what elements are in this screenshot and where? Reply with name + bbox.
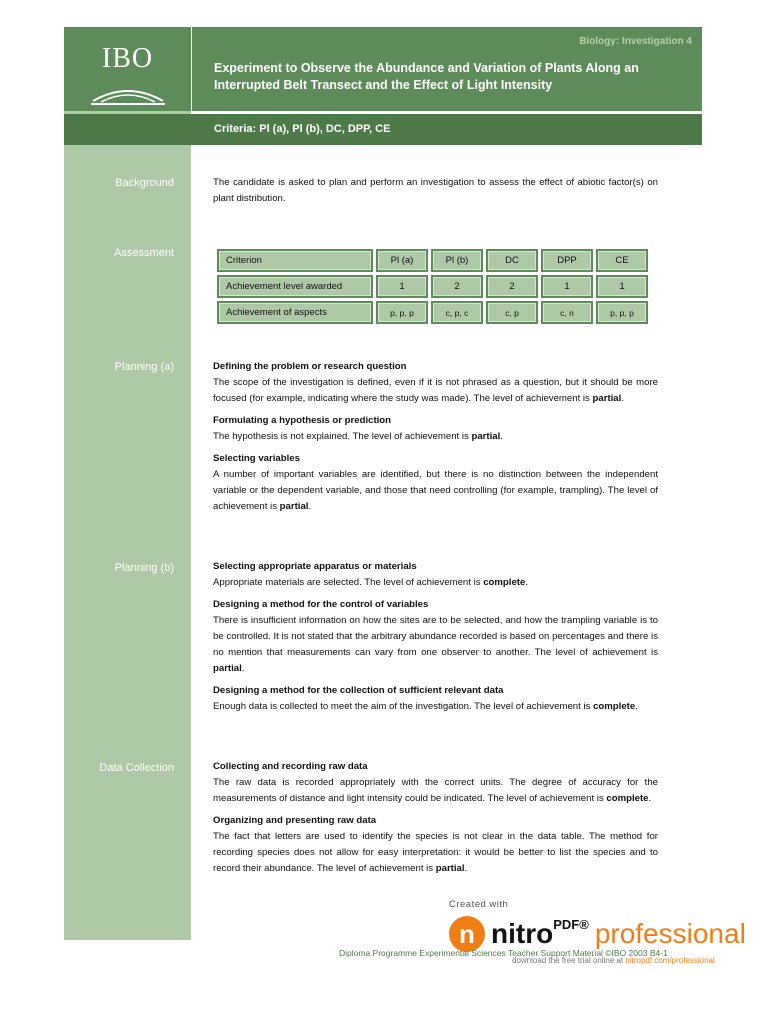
planning-a-content — [213, 359, 658, 521]
table-cell: 1 — [543, 277, 591, 296]
background-text: The candidate is asked to plan and perform an investigation to assess the effect of abiotic factor(s) on plant distribution. — [213, 177, 658, 204]
table-cell: Pl (b) — [433, 251, 481, 270]
table-cell: Pl (a) — [378, 251, 426, 270]
logo-text: IBO — [101, 43, 154, 74]
table-cell: CE — [598, 251, 646, 270]
section-label-background: Background — [115, 177, 174, 189]
achievement-level: partial — [279, 501, 309, 512]
table-cell: Achievement level awarded — [219, 277, 371, 296]
nitro-n-icon: n — [449, 916, 485, 952]
criterion-block: Organizing and presenting raw data The fact that letters are used to identify the species is not clear in the data table. The method for recording species does not allow for easy interpretation: it would be better to list the species and to record their abundance. The level of achievement is partial. — [213, 815, 658, 874]
investigation-label: Biology: Investigation 4 — [579, 36, 692, 47]
download-notice: download the free trial online at nitropdf.com/professional — [512, 956, 715, 965]
aspect-text: The scope of the investigation is defined, even if it is not phrased as a question, but it should be more focused (for example, indicating where the study was made). The level of achievement is — [213, 377, 658, 404]
nitro-wordmark: nitro — [491, 918, 554, 949]
logo-arc-icon — [91, 85, 165, 105]
aspect-text: The hypothesis is not explained. The level of achievement is — [213, 431, 472, 442]
aspect-text: Enough data is collected to meet the aim of the investigation. The level of achievement is — [213, 701, 594, 712]
criterion-block: Formulating a hypothesis or prediction The hypothesis is not explained. The level of achievement is partial. — [213, 413, 658, 445]
aspect-heading: Defining the problem or research question — [213, 361, 407, 372]
achievement-level: partial — [471, 431, 501, 442]
assessment-table — [214, 246, 651, 327]
aspect-heading: Organizing and presenting raw data — [213, 815, 377, 826]
table-cell: 2 — [488, 277, 536, 296]
table-cell: c, p — [488, 303, 536, 322]
section-label-planning-a: Planning (a) — [114, 361, 174, 373]
created-with-label: Created with — [449, 899, 509, 910]
page-footer: Diploma Programme Experimental Sciences Teacher Support Material ©IBO 2003 B4-1 — [339, 948, 668, 958]
criteria-text: Criteria: Pl (a), Pl (b), DC, DPP, CE — [214, 123, 391, 135]
table-cell: DC — [488, 251, 536, 270]
criterion-block: Collecting and recording raw data The raw data is recorded appropriately with the correct units. The degree of accuracy for the measurements of distance and light intensity could be indicated. The level of achievement is complete. — [213, 761, 658, 804]
achievement-level: partial — [435, 863, 465, 874]
table-cell: Achievement of aspects — [219, 303, 371, 322]
aspect-text: A number of important variables are identified, but there is no distinction between the independent variable or the dependent variable, and those that need controlling (for example, trampling). The level of achievement is — [213, 469, 658, 512]
aspect-text: The fact that letters are used to identify the species is not clear in the data table. The method for recording species does not allow for easy interpretation: it would be better to list the species and to record their abundance. The level of achievement is — [213, 831, 658, 874]
achievement-level: complete — [593, 701, 636, 712]
aspect-heading: Formulating a hypothesis or prediction — [213, 415, 392, 426]
table-cell: p, p, p — [378, 303, 426, 322]
criteria-bar — [64, 114, 702, 145]
table-cell: c, p, c — [433, 303, 481, 322]
criterion-block: Designing a method for the collection of sufficient relevant data Enough data is collected to meet the aim of the investigation. The level of achievement is complete. — [213, 683, 658, 715]
table-row — [217, 301, 648, 324]
criterion-block: Selecting variables A number of important variables are identified, but there is no distinction between the independent variable or the dependent variable, and those that need controlling (for example, trampling). The level of achievement is partial. — [213, 453, 658, 512]
section-label-planning-b: Planning (b) — [114, 562, 174, 574]
aspect-text: There is insufficient information on how the sites are to be selected, and how the trampling variable is to be controlled. It is not stated that the arbitrary abundance recorded is based on percentages and there is no mention that measurements can vary from one observer to another. The level of achievement is — [213, 615, 658, 658]
table-cell: 2 — [433, 277, 481, 296]
table-cell: 1 — [598, 277, 646, 296]
achievement-level: partial — [213, 663, 242, 674]
sidebar — [64, 27, 191, 940]
aspect-heading: Selecting variables — [213, 453, 300, 464]
aspect-text: Appropriate materials are selected. The level of achievement is — [213, 577, 484, 588]
table-cell: p, p, p — [598, 303, 646, 322]
ibo-logo — [64, 27, 191, 111]
table-cell: Criterion — [219, 251, 371, 270]
achievement-level: complete — [483, 577, 526, 588]
achievement-level: complete — [606, 793, 649, 804]
table-cell: 1 — [378, 277, 426, 296]
aspect-heading: Designing a method for the collection of sufficient relevant data — [213, 685, 504, 696]
table-cell: DPP — [543, 251, 591, 270]
aspect-text: The raw data is recorded appropriately with the correct units. The degree of accuracy for the measurements of distance and light intensity could be indicated. The level of achievement is — [213, 777, 658, 804]
page-title: Experiment to Observe the Abundance and Variation of Plants Along an Interrupted Belt Transect and the Effect of Light Intensity — [214, 61, 639, 92]
table-row — [217, 275, 648, 298]
table-cell: c, n — [543, 303, 591, 322]
planning-b-content — [213, 559, 658, 721]
aspect-heading: Designing a method for the control of variables — [213, 599, 429, 610]
section-label-assessment: Assessment — [114, 247, 174, 259]
criterion-block: Defining the problem or research question The scope of the investigation is defined, even if it is not phrased as a question, but it should be more focused (for example, indicating where the study was made). The level of achievement is partial. — [213, 361, 658, 404]
data-collection-content — [213, 759, 658, 883]
nitro-professional: professional — [594, 918, 746, 949]
achievement-level: partial — [592, 393, 622, 404]
page-header — [192, 27, 702, 111]
download-link[interactable]: nitropdf.com/professional — [625, 956, 715, 965]
criterion-block: Designing a method for the control of variables There is insufficient information on how the sites are to be selected, and how the trampling variable is to be controlled. It is not stated that the arbitrary abundance recorded is based on percentages and there is no mention that measurements can vary from one observer to another. The level of achievement is partial. — [213, 599, 658, 674]
section-label-data-collection: Data Collection — [99, 762, 174, 774]
aspect-heading: Selecting appropriate apparatus or materials — [213, 561, 417, 572]
table-row — [217, 249, 648, 272]
criterion-block: Selecting appropriate apparatus or materials Appropriate materials are selected. The level of achievement is complete. — [213, 559, 658, 591]
aspect-heading: Collecting and recording raw data — [213, 761, 368, 772]
nitro-pdf-mark: PDF® — [553, 916, 589, 932]
